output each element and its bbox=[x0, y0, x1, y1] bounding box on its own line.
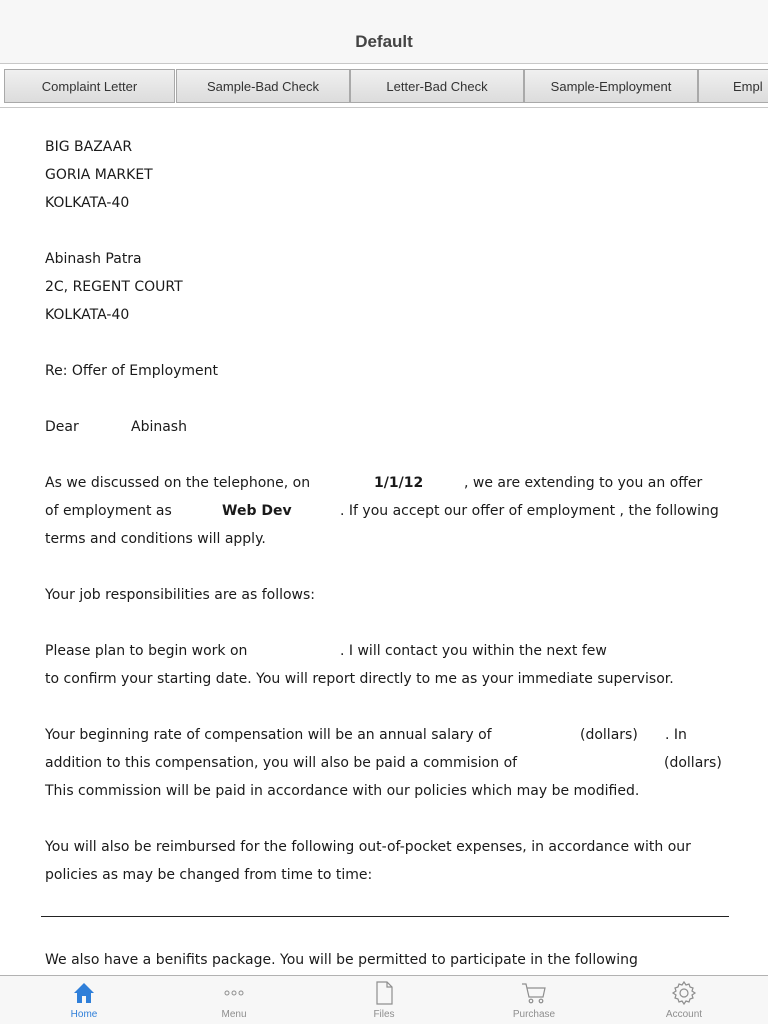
sender-line-3: KOLKATA-40 bbox=[45, 195, 130, 211]
expenses-input-line[interactable] bbox=[41, 916, 729, 917]
tabbar-files-label: Files bbox=[373, 1009, 395, 1020]
tabbar-account-label: Account bbox=[665, 1009, 703, 1020]
template-tab-strip[interactable] bbox=[0, 64, 768, 108]
recipient-line-3: KOLKATA-40 bbox=[45, 307, 130, 323]
paragraph-1-text-d: . If you accept our offer of employment , the following bbox=[340, 503, 719, 519]
paragraph-3-text-c: to confirm your starting date. You will report directly to me as your immediate supervisor. bbox=[45, 671, 674, 687]
home-icon bbox=[71, 980, 97, 1006]
tab-employment-partial[interactable]: Empl bbox=[698, 69, 768, 103]
tabbar-menu[interactable] bbox=[184, 976, 284, 1025]
paragraph-1-text-b: , we are extending to you an offer bbox=[464, 475, 703, 491]
tabbar-files[interactable] bbox=[334, 976, 434, 1025]
sender-line-1: BIG BAZAAR bbox=[45, 139, 133, 155]
tabbar-menu-label: Menu bbox=[221, 1009, 247, 1020]
navigation-bar bbox=[0, 0, 768, 64]
tab-complaint-letter[interactable]: Complaint Letter bbox=[4, 69, 175, 103]
paragraph-5-text-b: policies as may be changed from time to time: bbox=[45, 867, 373, 883]
paragraph-5-text-a: You will also be reimbursed for the following out-of-pocket expenses, in accordance with our bbox=[45, 839, 691, 855]
paragraph-3-text-a: Please plan to begin work on bbox=[45, 643, 248, 659]
paragraph-4-text-c: addition to this compensation, you will also be paid a commision of bbox=[45, 755, 518, 771]
paragraph-4-text-d: This commission will be paid in accordance with our policies which may be modified. bbox=[45, 783, 640, 799]
paragraph-1-text-c: of employment as bbox=[45, 503, 172, 519]
paragraph-6-text-a: We also have a benifits package. You will be permitted to participate in the following bbox=[45, 952, 638, 968]
tabbar-home[interactable] bbox=[34, 976, 134, 1025]
bottom-tab-bar bbox=[0, 975, 768, 1024]
file-icon bbox=[371, 980, 397, 1006]
cart-icon bbox=[521, 980, 547, 1006]
offer-date-field[interactable]: 1/1/12 bbox=[374, 475, 424, 491]
commission-dollars-label: (dollars) bbox=[664, 755, 722, 771]
position-field[interactable]: Web Dev bbox=[222, 503, 292, 519]
paragraph-1-text-a: As we discussed on the telephone, on bbox=[45, 475, 311, 491]
paragraph-3-text-b: . I will contact you within the next few bbox=[340, 643, 607, 659]
responsibilities-line: Your job responsibilities are as follows: bbox=[45, 587, 315, 603]
tabbar-home-label: Home bbox=[70, 1009, 98, 1020]
sender-line-2: GORIA MARKET bbox=[45, 167, 153, 183]
more-icon bbox=[221, 980, 247, 1006]
tabbar-account[interactable] bbox=[634, 976, 734, 1025]
tabbar-purchase[interactable] bbox=[484, 976, 584, 1025]
recipient-line-1: Abinash Patra bbox=[45, 251, 142, 267]
gear-icon bbox=[671, 980, 697, 1006]
salary-dollars-label: (dollars) bbox=[580, 727, 638, 743]
salutation-name-field[interactable]: Abinash bbox=[131, 419, 187, 435]
tab-sample-employment[interactable]: Sample-Employment bbox=[524, 69, 698, 103]
subject-line: Re: Offer of Employment bbox=[45, 363, 219, 379]
tab-letter-bad-check[interactable]: Letter-Bad Check bbox=[350, 69, 524, 103]
paragraph-1-text-e: terms and conditions will apply. bbox=[45, 531, 266, 547]
tab-sample-bad-check[interactable]: Sample-Bad Check bbox=[176, 69, 350, 103]
paragraph-4-text-b: . In bbox=[665, 727, 687, 743]
tabbar-purchase-label: Purchase bbox=[512, 1009, 556, 1020]
recipient-line-2: 2C, REGENT COURT bbox=[45, 279, 183, 295]
paragraph-4-text-a: Your beginning rate of compensation will be an annual salary of bbox=[45, 727, 492, 743]
letter-document[interactable] bbox=[0, 108, 768, 975]
nav-title: Default bbox=[355, 32, 413, 51]
salutation: Dear bbox=[45, 419, 79, 435]
